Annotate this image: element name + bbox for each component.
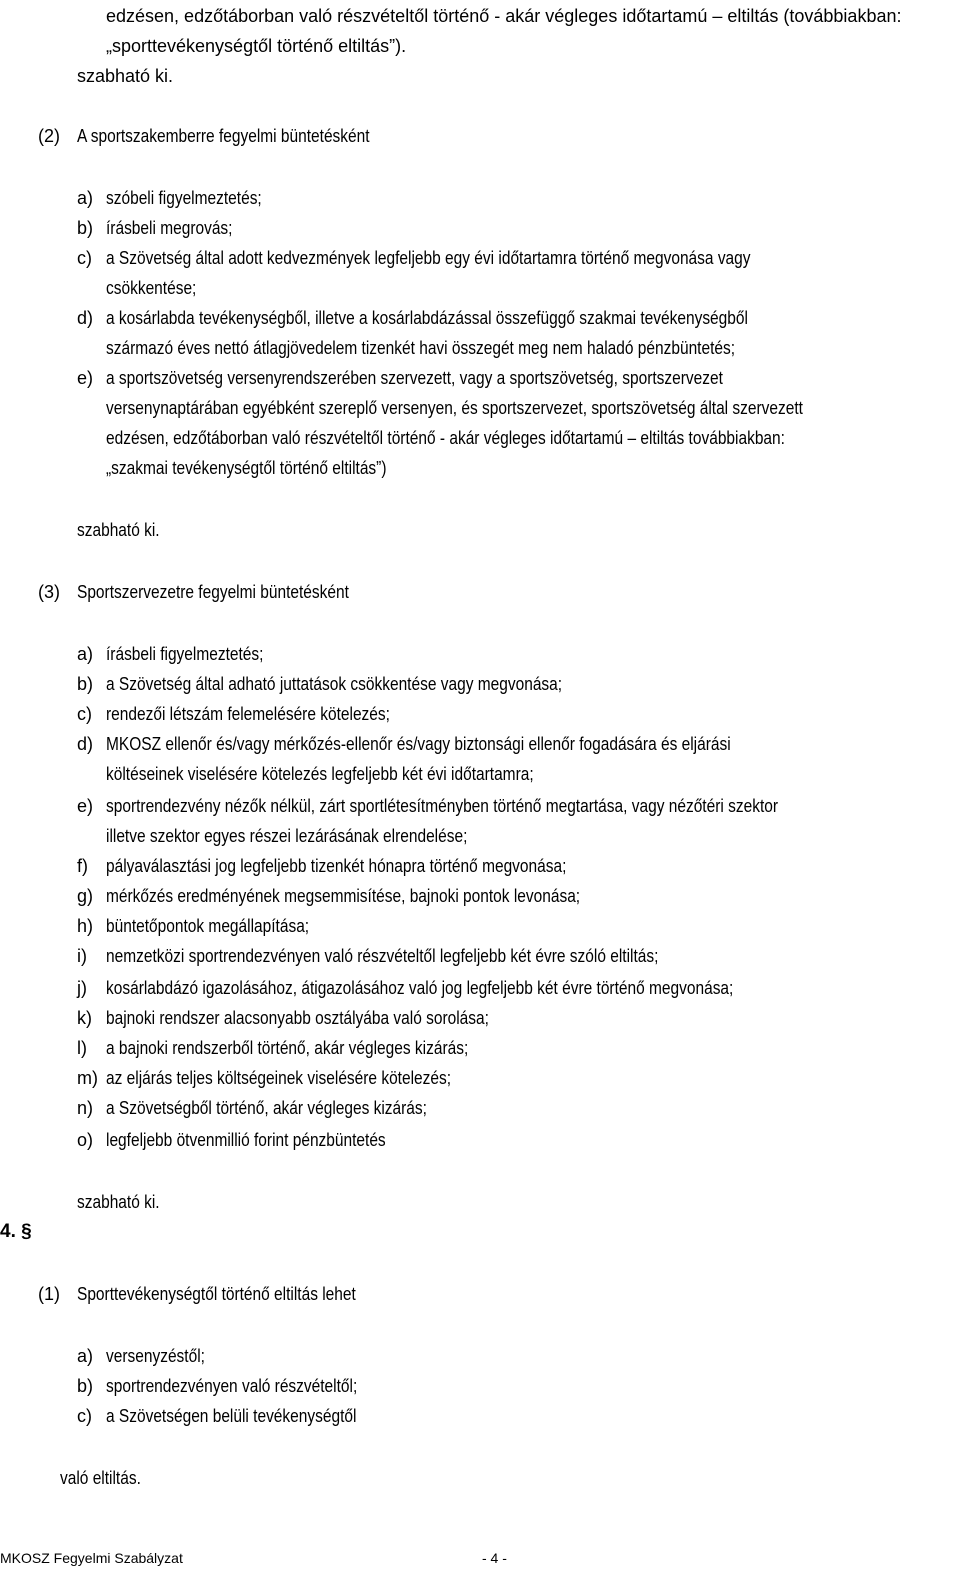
list-item-text: írásbeli megrovás;	[106, 218, 233, 238]
list-item-label: b)	[77, 218, 94, 238]
list-item-label: a)	[77, 1346, 94, 1366]
list-item-label: b)	[77, 1376, 94, 1396]
list-item-text: legfeljebb ötvenmillió forint pénzbüntetés	[106, 1130, 386, 1150]
continuation-closing: szabható ki.	[77, 66, 174, 86]
list-item-label: g)	[77, 886, 94, 906]
list-item-label: e)	[77, 368, 94, 388]
list-item-text: sportrendezvény nézők nélkül, zárt sportlétesítményben történő megtartása, vagy nézőtéri szektor	[106, 796, 779, 816]
list-item-text: mérkőzés eredményének megsemmisítése, bajnoki pontok levonása;	[106, 886, 581, 906]
list-item-text: nemzetközi sportrendezvényen való részvételtől legfeljebb két évre szóló eltiltás;	[106, 946, 659, 966]
list-item-label: f)	[77, 856, 88, 876]
continuation-line: „sporttevékenységtől történő eltiltás”).	[106, 36, 407, 56]
continuation-line: edzésen, edzőtáborban való részvételtől történő - akár végleges időtartamú – eltiltás (továbbiakban:	[106, 6, 902, 26]
list-item-text: a sportszövetség versenyrendszerében szervezett, vagy a sportszövetség, sportszervezet	[106, 368, 723, 388]
list-item-label: c)	[77, 248, 92, 268]
paragraph-title: Sportszervezetre fegyelmi büntetésként	[77, 582, 349, 602]
paragraph-closing: való eltiltás.	[60, 1468, 141, 1488]
list-item-text: büntetőpontok megállapítása;	[106, 916, 310, 936]
list-item-label: a)	[77, 188, 94, 208]
list-item-label: o)	[77, 1130, 94, 1150]
list-item-text: a Szövetségen belüli tevékenységtől	[106, 1406, 357, 1426]
list-item-text: a Szövetség által adható juttatások csökkentése vagy megvonása;	[106, 674, 563, 694]
list-item-label: d)	[77, 308, 94, 328]
paragraph-number: (2)	[38, 126, 60, 146]
list-item-text: „szakmai tevékenységtől történő eltiltás”)	[106, 458, 387, 478]
list-item-text: pályaválasztási jog legfeljebb tizenkét hónapra történő megvonása;	[106, 856, 567, 876]
list-item-label: h)	[77, 916, 94, 936]
list-item-label: d)	[77, 734, 94, 754]
list-item-label: j)	[77, 978, 87, 998]
list-item-label: b)	[77, 674, 94, 694]
list-item-label: k)	[77, 1008, 92, 1028]
list-item-label: m)	[77, 1068, 98, 1088]
list-item-text: származó éves nettó átlagjövedelem tizenkét havi összegét meg nem haladó pénzbüntetés;	[106, 338, 736, 358]
list-item-label: e)	[77, 796, 94, 816]
list-item-text: edzésen, edzőtáborban való részvételtől történő - akár végleges időtartamú – eltiltás továbbiakban:	[106, 428, 785, 448]
list-item-text: illetve szektor egyes részei lezárásának elrendelése;	[106, 826, 468, 846]
section-heading: 4. §	[0, 1221, 32, 1242]
list-item-text: a kosárlabda tevékenységből, illetve a kosárlabdázással összefüggő szakmai tevékenységből	[106, 308, 748, 328]
list-item-text: versenynaptárában egyébként szereplő versenyen, és sportszervezet, sportszövetség által szervezett	[106, 398, 803, 418]
list-item-text: szóbeli figyelmeztetés;	[106, 188, 262, 208]
list-item-text: írásbeli figyelmeztetés;	[106, 644, 264, 664]
list-item-label: a)	[77, 644, 94, 664]
list-item-text: csökkentése;	[106, 278, 197, 298]
paragraph-number: (3)	[38, 582, 60, 602]
footer-page-number: - 4 -	[482, 1550, 507, 1566]
list-item-text: bajnoki rendszer alacsonyabb osztályába való sorolása;	[106, 1008, 489, 1028]
list-item-label: l)	[77, 1038, 87, 1058]
list-item-label: n)	[77, 1098, 94, 1118]
list-item-label: i)	[77, 946, 87, 966]
paragraph-title: Sporttevékenységtől történő eltiltás lehet	[77, 1284, 356, 1304]
list-item-text: a Szövetségből történő, akár végleges kizárás;	[106, 1098, 427, 1118]
list-item-text: versenyzéstől;	[106, 1346, 205, 1366]
list-item-text: a Szövetség által adott kedvezmények legfeljebb egy évi időtartamra történő megvonása vagy	[106, 248, 751, 268]
list-item-text: kosárlabdázó igazolásához, átigazolásához való jog legfeljebb két évre történő megvonása;	[106, 978, 734, 998]
footer-doc-title: MKOSZ Fegyelmi Szabályzat	[0, 1550, 183, 1566]
list-item-text: MKOSZ ellenőr és/vagy mérkőzés-ellenőr és/vagy biztonsági ellenőr fogadására és eljárási	[106, 734, 731, 754]
paragraph-number: (1)	[38, 1284, 60, 1304]
list-item-text: sportrendezvényen való részvételtől;	[106, 1376, 358, 1396]
paragraph-closing: szabható ki.	[77, 1192, 160, 1212]
list-item-text: rendezői létszám felemelésére kötelezés;	[106, 704, 390, 724]
list-item-text: a bajnoki rendszerből történő, akár végleges kizárás;	[106, 1038, 469, 1058]
list-item-label: c)	[77, 704, 92, 724]
list-item-label: c)	[77, 1406, 92, 1426]
list-item-text: az eljárás teljes költségeinek viselésére kötelezés;	[106, 1068, 452, 1088]
list-item-text: költéseinek viselésére kötelezés legfeljebb két évi időtartamra;	[106, 764, 534, 784]
paragraph-title: A sportszakemberre fegyelmi büntetésként	[77, 126, 370, 146]
paragraph-closing: szabható ki.	[77, 520, 160, 540]
